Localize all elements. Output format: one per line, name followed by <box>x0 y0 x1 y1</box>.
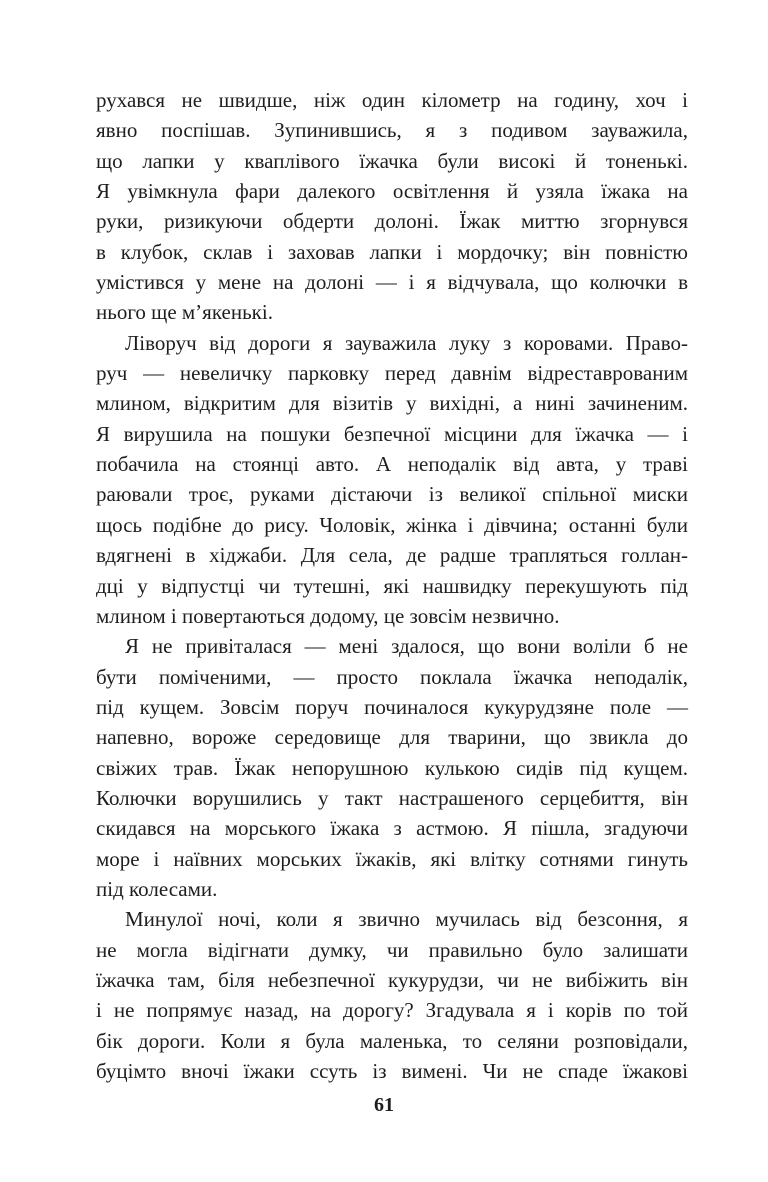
text-line: не могла відігнати думку, чи правильно було залишати <box>96 937 688 962</box>
text-line: побачила на стоянці авто. А неподалік від авта, у траві <box>96 452 688 477</box>
text-line: явно поспішав. Зупинившись, я з подивом зауважила, <box>96 118 688 143</box>
text-line: море і наївних морських їжаків, які влітку сотнями гинуть <box>96 846 688 871</box>
text-line: бути поміченими, — просто поклала їжачка неподалік, <box>96 664 688 689</box>
text-line: Я увімкнула фари далекого освітлення й узяла їжака на <box>96 179 688 204</box>
text-line: їжачка там, біля небезпечної кукурудзи, чи не вибіжить він <box>96 967 688 992</box>
text-line: і не попрямує назад, на дорогу? Згадувала я і корів по той <box>96 998 688 1023</box>
text-line: Я не привіталася — мені здалося, що вони воліли б не <box>125 634 688 659</box>
text-line: що лапки у кваплівого їжачка були високі й тоненькі. <box>96 148 688 173</box>
text-line: нього ще м’якенькі. <box>96 300 273 325</box>
page-number: 61 <box>374 1094 394 1116</box>
text-line: напевно, вороже середовище для тварини, що звикла до <box>96 725 688 750</box>
text-line: скидався на морського їжака з астмою. Я пішла, згадуючи <box>96 816 688 841</box>
text-line: дці у відпустці чи тутешні, які нашвидку перекушують під <box>96 573 688 598</box>
text-line: умістився у мене на долоні — і я відчувала, що колючки в <box>96 270 688 295</box>
text-line: рухався не швидше, ніж один кілометр на годину, хоч і <box>96 88 688 112</box>
text-line: млином і повертаються додому, це зовсім незвично. <box>96 603 560 628</box>
text-line: вдягнені в хіджаби. Для села, де радше трапляться голлан- <box>96 543 688 568</box>
text-line: раювали троє, руками дістаючи із великої спільної миски <box>96 482 688 507</box>
text-line: Колючки ворушились у такт настрашеного серцебиття, він <box>96 785 688 810</box>
text-line: свіжих трав. Їжак непорушною кулькою сидів під кущем. <box>96 755 688 780</box>
text-line: Минулої ночі, коли я звично мучилась від безсоння, я <box>125 907 688 932</box>
text-line: в клубок, склав і заховав лапки і мордочку; він повністю <box>96 239 688 264</box>
text-line: Ліворуч від дороги я зауважила луку з коровами. Право- <box>125 330 688 355</box>
paragraph <box>96 904 688 1086</box>
text-line: руч — невеличку парковку перед давнім відреставрованим <box>96 361 688 386</box>
text-line: руки, ризикуючи обдерти долоні. Їжак миттю згорнувся <box>96 209 688 234</box>
text-line: під колесами. <box>96 876 218 901</box>
text-line: щось подібне до рису. Чоловік, жінка і дівчина; останні були <box>96 512 688 537</box>
paragraph <box>96 328 688 631</box>
text-line: бік дороги. Коли я була маленька, то селяни розповідали, <box>96 1028 688 1053</box>
paragraph <box>96 631 688 904</box>
body-text <box>96 85 688 1086</box>
paragraph <box>96 85 688 328</box>
text-line: млином, відкритим для візитів у вихідні, а нині зачиненим. <box>96 391 688 416</box>
text-line: під кущем. Зовсім поруч починалося кукурудзяне поле — <box>96 694 688 719</box>
text-line: буцімто вночі їжаки ссуть із вимені. Чи не спаде їжакові <box>96 1059 688 1083</box>
text-line: Я вирушила на пошуки безпечної місцини для їжачка — і <box>96 421 688 446</box>
